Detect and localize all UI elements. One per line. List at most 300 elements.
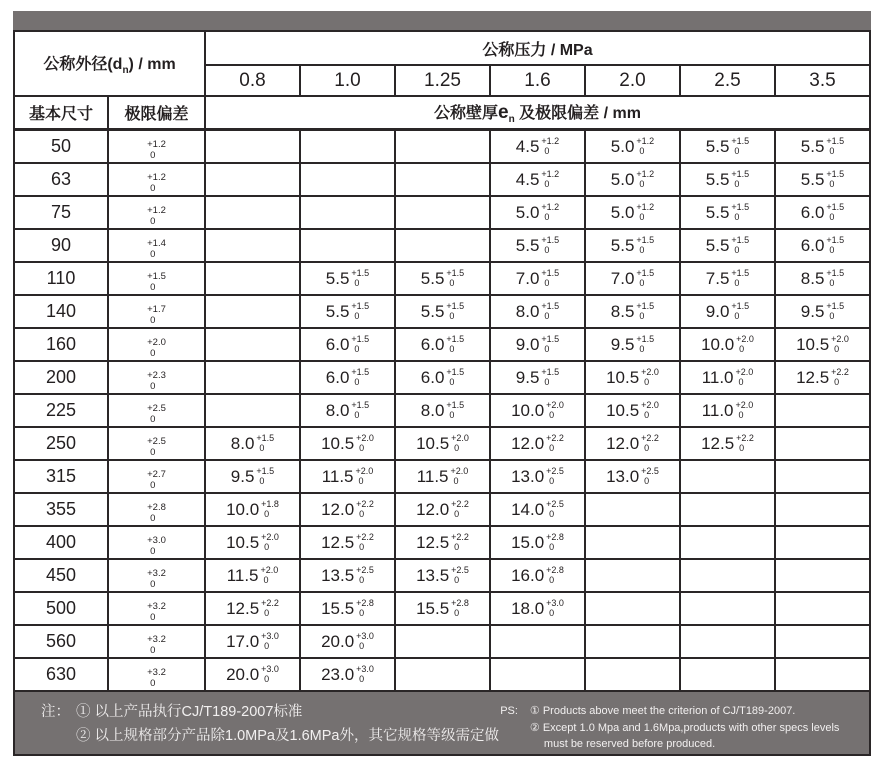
deviation-cell (108, 196, 205, 229)
thickness-value (326, 368, 369, 388)
tolerance (736, 434, 754, 454)
empty-cell (585, 493, 680, 526)
thickness-value (511, 599, 564, 619)
header-row-top (14, 31, 870, 65)
size-cell: 560 (14, 625, 108, 658)
thickness-value (516, 335, 559, 355)
thickness-cell (395, 526, 490, 559)
thickness-value (702, 401, 754, 421)
spec-sheet (13, 11, 871, 756)
tolerance-lower: 0 (454, 574, 460, 585)
tolerance (147, 536, 166, 557)
tolerance-upper: +1.5 (636, 234, 655, 245)
thickness-value (416, 434, 469, 454)
thickness-value (421, 401, 464, 421)
deviation-cell (108, 658, 205, 691)
tolerance-lower: 0 (264, 508, 270, 519)
outer-diameter-subscript: n (122, 65, 129, 77)
tolerance-lower: 0 (359, 442, 365, 453)
tolerance-lower: 0 (454, 442, 460, 453)
table-row (14, 163, 870, 196)
table-row (14, 625, 870, 658)
tolerance-upper: +1.5 (256, 432, 275, 443)
thickness-number: 15.5 (321, 598, 355, 618)
tolerance (147, 404, 166, 425)
thickness-cell (300, 427, 395, 460)
tolerance-upper: +2.2 (261, 597, 279, 608)
thickness-number: 6.0 (325, 334, 350, 354)
thickness-value (417, 467, 469, 487)
size-cell: 630 (14, 658, 108, 691)
pressure-header: 公称压力 / MPa (205, 31, 870, 65)
thickness-number: 13.0 (606, 466, 640, 486)
empty-cell (775, 493, 870, 526)
tolerance (641, 467, 659, 487)
thickness-value (416, 599, 469, 619)
tolerance-upper: +2.0 (356, 432, 374, 443)
tolerance-lower: 0 (358, 475, 364, 486)
tolerance (546, 434, 564, 454)
empty-cell (395, 229, 490, 262)
size-cell: 315 (14, 460, 108, 493)
tolerance (356, 434, 374, 454)
tolerance-lower: 0 (544, 277, 550, 288)
thickness-cell (300, 526, 395, 559)
tolerance-lower: 0 (150, 380, 156, 392)
tolerance-lower: 0 (739, 442, 745, 453)
tolerance-upper: +1.2 (541, 201, 560, 212)
thickness-value (516, 170, 559, 190)
thickness-cell (775, 262, 870, 295)
tolerance-upper: +1.2 (147, 205, 166, 217)
thickness-value (511, 401, 564, 421)
thickness-value (702, 368, 754, 388)
tolerance-lower: 0 (544, 145, 550, 156)
tolerance-lower: 0 (359, 640, 365, 651)
thickness-number: 10.5 (321, 433, 355, 453)
empty-cell (205, 361, 300, 394)
deviation-cell (108, 361, 205, 394)
tolerance-upper: +3.2 (147, 601, 166, 613)
tolerance-lower: 0 (644, 475, 650, 486)
outer-diameter-unit: ) / mm (128, 55, 176, 73)
tolerance (546, 401, 564, 421)
tolerance-upper: +2.0 (736, 333, 754, 344)
tolerance-upper: +1.5 (731, 300, 750, 311)
tolerance (147, 173, 166, 194)
tolerance (147, 668, 166, 689)
note-zh-label: 注： (41, 704, 70, 720)
tolerance (147, 602, 166, 623)
pressure-value: 1.25 (395, 65, 490, 96)
thickness-cell (205, 625, 300, 658)
thickness-value (511, 434, 564, 454)
tolerance (356, 467, 374, 487)
thickness-value (706, 203, 749, 223)
tolerance-lower: 0 (639, 310, 645, 321)
tolerance-upper: +2.5 (451, 564, 469, 575)
tolerance (826, 302, 844, 322)
tolerance (541, 368, 559, 388)
thickness-value (516, 137, 559, 157)
outer-diameter-label: 公称外径(d (43, 55, 123, 73)
tolerance-upper: +2.0 (450, 465, 469, 476)
tolerance (261, 665, 279, 685)
thickness-value (226, 665, 279, 685)
tolerance-lower: 0 (150, 644, 156, 656)
tolerance-upper: +1.5 (826, 201, 845, 212)
tolerance-upper: +1.5 (256, 465, 275, 476)
thickness-number: 10.5 (226, 532, 260, 552)
thickness-cell (300, 262, 395, 295)
size-cell: 140 (14, 295, 108, 328)
tolerance-lower: 0 (150, 512, 156, 524)
thickness-cell (395, 361, 490, 394)
empty-cell (395, 658, 490, 691)
tolerance-upper: +2.2 (356, 498, 374, 509)
tolerance-lower: 0 (544, 376, 550, 387)
tolerance (636, 170, 654, 190)
tolerance-upper: +2.7 (147, 469, 166, 481)
tolerance-upper: +2.0 (261, 531, 279, 542)
tolerance-lower: 0 (150, 314, 156, 326)
tolerance (147, 503, 166, 524)
tolerance-upper: +2.0 (735, 366, 754, 377)
thickness-cell (680, 394, 775, 427)
pressure-value: 1.0 (300, 65, 395, 96)
tolerance-lower: 0 (834, 343, 840, 354)
tolerance-lower: 0 (359, 508, 365, 519)
empty-cell (680, 460, 775, 493)
tolerance (541, 269, 559, 289)
tolerance-lower: 0 (734, 310, 740, 321)
thickness-number: 10.0 (701, 334, 735, 354)
size-cell: 225 (14, 394, 108, 427)
thickness-cell (395, 328, 490, 361)
tolerance (451, 599, 469, 619)
empty-cell (395, 196, 490, 229)
tolerance-upper: +1.5 (826, 135, 845, 146)
tolerance-upper: +1.2 (636, 135, 655, 146)
thickness-value (226, 599, 279, 619)
size-cell: 90 (14, 229, 108, 262)
table-row (14, 394, 870, 427)
tolerance-upper: +1.5 (826, 267, 845, 278)
tolerance (147, 635, 166, 656)
tolerance (546, 566, 564, 586)
empty-cell (775, 526, 870, 559)
tolerance-upper: +3.0 (261, 630, 279, 641)
tolerance-lower: 0 (263, 574, 269, 585)
tolerance-upper: +1.5 (636, 267, 655, 278)
tolerance-lower: 0 (544, 178, 550, 189)
tolerance-lower: 0 (150, 578, 156, 590)
tolerance (451, 500, 469, 520)
tolerance (541, 335, 559, 355)
deviation-cell (108, 394, 205, 427)
tolerance-upper: +1.5 (147, 271, 166, 283)
size-cell: 110 (14, 262, 108, 295)
thickness-value (611, 137, 654, 157)
thickness-value (321, 533, 374, 553)
thickness-cell (490, 526, 585, 559)
thickness-cell (205, 526, 300, 559)
thickness-value (611, 236, 654, 256)
tolerance (731, 203, 749, 223)
thickness-number: 6.0 (325, 367, 350, 387)
thickness-value (421, 269, 464, 289)
thickness-cell (680, 229, 775, 262)
tolerance-upper: +2.2 (641, 432, 659, 443)
tolerance-upper: +2.0 (451, 432, 469, 443)
tolerance-upper: +2.3 (147, 370, 166, 382)
note-en-items (530, 703, 861, 753)
thickness-cell (395, 592, 490, 625)
thickness-value (706, 170, 749, 190)
empty-cell (205, 295, 300, 328)
tolerance-upper: +1.5 (351, 333, 370, 344)
tolerance-lower: 0 (359, 607, 365, 618)
thickness-cell (775, 328, 870, 361)
thickness-number: 8.0 (230, 433, 255, 453)
thickness-cell (680, 163, 775, 196)
thickness-value (321, 500, 374, 520)
thickness-cell (395, 427, 490, 460)
size-cell: 450 (14, 559, 108, 592)
tolerance-lower: 0 (739, 343, 745, 354)
thickness-value (326, 269, 369, 289)
thickness-value (226, 533, 279, 553)
table-row (14, 427, 870, 460)
thickness-number: 5.0 (515, 202, 540, 222)
tolerance-lower: 0 (359, 673, 365, 684)
thickness-number: 7.5 (705, 268, 730, 288)
thickness-cell (680, 130, 775, 164)
tolerance (356, 632, 374, 652)
thickness-number: 6.0 (800, 235, 825, 255)
tolerance-lower: 0 (544, 244, 550, 255)
tolerance-upper: +1.5 (541, 333, 560, 344)
thickness-number: 10.5 (606, 367, 640, 387)
thickness-cell (395, 295, 490, 328)
thickness-cell (205, 559, 300, 592)
tolerance-upper: +2.0 (355, 465, 374, 476)
tolerance-lower: 0 (639, 277, 645, 288)
table-row (14, 592, 870, 625)
thickness-cell (300, 460, 395, 493)
tolerance-upper: +1.5 (541, 300, 560, 311)
deviation-cell (108, 295, 205, 328)
tolerance-lower: 0 (829, 211, 835, 222)
tolerance-lower: 0 (150, 281, 156, 293)
thickness-value (231, 467, 274, 487)
thickness-number: 5.0 (610, 202, 635, 222)
thickness-value (511, 467, 564, 487)
tolerance-lower: 0 (359, 541, 365, 552)
tolerance (831, 335, 849, 355)
tolerance-upper: +1.8 (261, 498, 279, 509)
table-row (14, 460, 870, 493)
tolerance-upper: +2.2 (356, 531, 374, 542)
notes-bar (13, 692, 871, 756)
tolerance (147, 437, 166, 458)
pressure-value: 2.5 (680, 65, 775, 96)
thickness-value (416, 500, 469, 520)
thickness-cell (775, 229, 870, 262)
deviation-cell (108, 559, 205, 592)
empty-cell (300, 196, 395, 229)
thickness-number: 5.5 (705, 202, 730, 222)
tolerance-upper: +2.0 (260, 564, 279, 575)
tolerance-lower: 0 (150, 446, 156, 458)
tolerance (636, 236, 654, 256)
tolerance-upper: +1.5 (636, 300, 655, 311)
tolerance-lower: 0 (829, 277, 835, 288)
tolerance-lower: 0 (639, 343, 645, 354)
tolerance (636, 137, 654, 157)
thickness-cell (680, 262, 775, 295)
thickness-value (227, 566, 279, 586)
empty-cell (300, 130, 395, 164)
thickness-cell (490, 460, 585, 493)
tolerance (641, 401, 659, 421)
thickness-number: 11.0 (701, 400, 734, 420)
tolerance (736, 401, 754, 421)
tolerance-upper: +1.5 (351, 300, 370, 311)
thickness-cell (300, 559, 395, 592)
tolerance-lower: 0 (449, 376, 455, 387)
thickness-number: 9.0 (515, 334, 540, 354)
deviation-cell (108, 493, 205, 526)
size-cell: 400 (14, 526, 108, 559)
tolerance (261, 599, 279, 619)
outer-diameter-header (14, 31, 205, 96)
tolerance (446, 302, 464, 322)
thickness-number: 17.0 (226, 631, 260, 651)
thickness-cell (205, 658, 300, 691)
table-row (14, 559, 870, 592)
thickness-value (231, 434, 274, 454)
tolerance-upper: +1.5 (446, 300, 465, 311)
thickness-number: 6.0 (420, 367, 445, 387)
thickness-cell (585, 229, 680, 262)
thickness-number: 5.5 (705, 235, 730, 255)
tolerance-upper: +2.0 (546, 399, 564, 410)
tolerance-upper: +2.5 (546, 465, 564, 476)
thickness-value (326, 335, 369, 355)
thickness-number: 11.5 (321, 466, 354, 486)
thickness-cell (300, 658, 395, 691)
tolerance (636, 203, 654, 223)
wall-thickness-subscript: n (508, 114, 515, 126)
tolerance-lower: 0 (738, 376, 744, 387)
empty-cell (680, 625, 775, 658)
tolerance (731, 269, 749, 289)
thickness-value (801, 269, 844, 289)
thickness-value (321, 566, 374, 586)
tolerance-upper: +1.5 (446, 267, 465, 278)
wall-thickness-symbol: e (498, 101, 509, 123)
thickness-value (611, 170, 654, 190)
thickness-number: 10.0 (226, 499, 260, 519)
empty-cell (585, 658, 680, 691)
tolerance-lower: 0 (454, 607, 460, 618)
wall-thickness-unit: 及极限偏差 / mm (514, 104, 641, 122)
deviation-cell (108, 625, 205, 658)
thickness-value (226, 500, 279, 520)
tolerance-upper: +1.5 (446, 399, 465, 410)
thickness-value (611, 269, 654, 289)
tolerance-upper: +2.8 (546, 531, 564, 542)
tolerance (147, 140, 166, 161)
tolerance-upper: +1.2 (147, 172, 166, 184)
tolerance (736, 368, 754, 388)
thickness-number: 12.5 (416, 532, 450, 552)
thickness-cell (585, 427, 680, 460)
thickness-number: 5.5 (420, 301, 445, 321)
tolerance-lower: 0 (264, 541, 270, 552)
tolerance-upper: +3.0 (147, 535, 166, 547)
tolerance (147, 371, 166, 392)
size-cell: 355 (14, 493, 108, 526)
tolerance-lower: 0 (834, 376, 840, 387)
thickness-value (322, 467, 374, 487)
thickness-cell (585, 328, 680, 361)
tolerance-upper: +2.0 (735, 399, 754, 410)
tolerance (736, 335, 754, 355)
tolerance (261, 533, 279, 553)
tolerance-lower: 0 (449, 310, 455, 321)
thickness-number: 12.5 (226, 598, 260, 618)
thickness-cell (585, 163, 680, 196)
size-cell: 500 (14, 592, 108, 625)
thickness-cell (490, 427, 585, 460)
tolerance-lower: 0 (449, 343, 455, 354)
thickness-cell (585, 196, 680, 229)
deviation-header: 极限偏差 (108, 96, 205, 130)
thickness-value (611, 302, 654, 322)
empty-cell (775, 592, 870, 625)
tolerance-upper: +2.2 (451, 531, 469, 542)
tolerance (546, 467, 564, 487)
tolerance-upper: +2.0 (641, 399, 659, 410)
tolerance-lower: 0 (264, 640, 270, 651)
tolerance (826, 269, 844, 289)
title-bar (13, 11, 871, 30)
tolerance-upper: +2.8 (147, 502, 166, 514)
thickness-value (796, 335, 849, 355)
thickness-value (421, 302, 464, 322)
note-zh (41, 701, 500, 749)
tolerance-lower: 0 (644, 409, 650, 420)
thickness-cell (585, 394, 680, 427)
tolerance (261, 632, 279, 652)
thickness-value (801, 236, 844, 256)
basic-size-header: 基本尺寸 (14, 96, 108, 130)
thickness-cell (680, 328, 775, 361)
tolerance-upper: +1.5 (826, 234, 845, 245)
tolerance-upper: +2.2 (451, 498, 469, 509)
tolerance (826, 170, 844, 190)
tolerance (147, 569, 166, 590)
tolerance-upper: +2.2 (546, 432, 564, 443)
tolerance (641, 368, 659, 388)
note-en-item: ① Products above meet the criterion of CJ/T189-2007. (529, 705, 796, 717)
tolerance (826, 137, 844, 157)
tolerance (831, 368, 849, 388)
empty-cell (680, 592, 775, 625)
tolerance (256, 467, 274, 487)
